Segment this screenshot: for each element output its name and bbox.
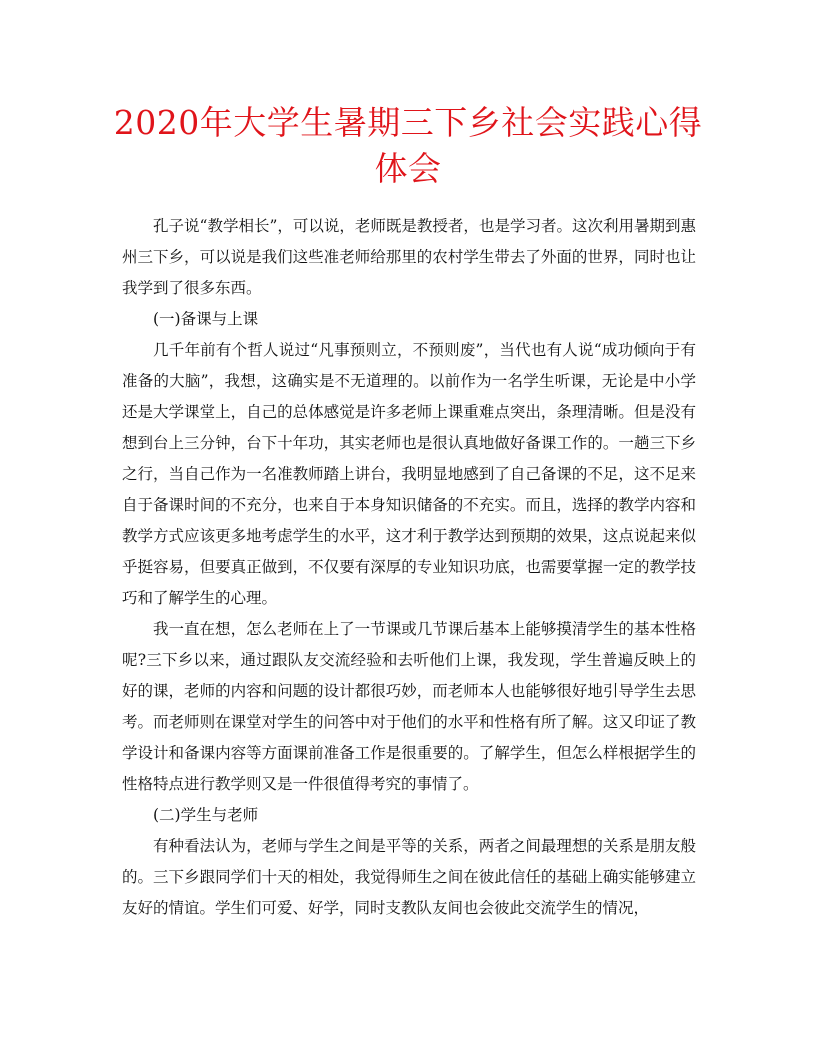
- section-heading-preparation: (一)备课与上课: [153, 310, 259, 328]
- document-body: [122, 211, 696, 924]
- paragraph-relationship: 有种看法认为，老师与学生之间是平等的关系，两者之间最理想的关系是朋友般的。三下乡跟同学们十天的相处，我觉得师生之间在彼此信任的基础上确实能够建立友好的情谊。学生们可爱、好学，同时支教队友间也会彼此交流学生的情况，: [122, 837, 696, 917]
- paragraph-intro: 孔子说“教学相长”，可以说，老师既是教授者，也是学习者。这次利用暑期到惠州三下乡，可以说是我们这些准老师给那里的农村学生带去了外面的世界，同时也让我学到了很多东西。: [122, 217, 696, 297]
- paragraph-understanding-students: 我一直在想，怎么老师在上了一节课或几节课后基本上能够摸清学生的基本性格呢?三下乡以来，通过跟队友交流经验和去听他们上课，我发现，学生普遍反映上的好的课，老师的内容和问题的设计都很巧妙，而老师本人也能够很好地引导学生去思考。而老师则在课堂对学生的问答中对于他们的水平和性格有所了解。这又印证了教学设计和备课内容等方面课前准备工作是很重要的。了解学生，但怎么样根据学生的性格特点进行教学则又是一件很值得考究的事情了。: [122, 620, 696, 793]
- paragraph-preparation: 几千年前有个哲人说过“凡事预则立，不预则废”，当代也有人说“成功倾向于有准备的大脑”，我想，这确实是不无道理的。以前作为一名学生听课，无论是中小学还是大学课堂上，自己的总体感觉是许多老师上课重难点突出，条理清晰。但是没有想到台上三分钟，台下十年功，其实老师也是很认真地做好备课工作的。一趟三下乡之行，当自己作为一名准教师踏上讲台，我明显地感到了自己备课的不足，这不足来自于备课时间的不充分，也来自于本身知识储备的不充实。而且，选择的教学内容和教学方式应该更多地考虑学生的水平，这才利于教学达到预期的效果，这点说起来似乎挺容易，但要真正做到，不仅要有深厚的专业知识功底，也需要掌握一定的教学技巧和了解学生的心理。: [122, 341, 696, 607]
- document-title: 2020年大学生暑期三下乡社会实践心得体会: [113, 103, 703, 188]
- section-heading-students-teachers: (二)学生与老师: [153, 806, 259, 824]
